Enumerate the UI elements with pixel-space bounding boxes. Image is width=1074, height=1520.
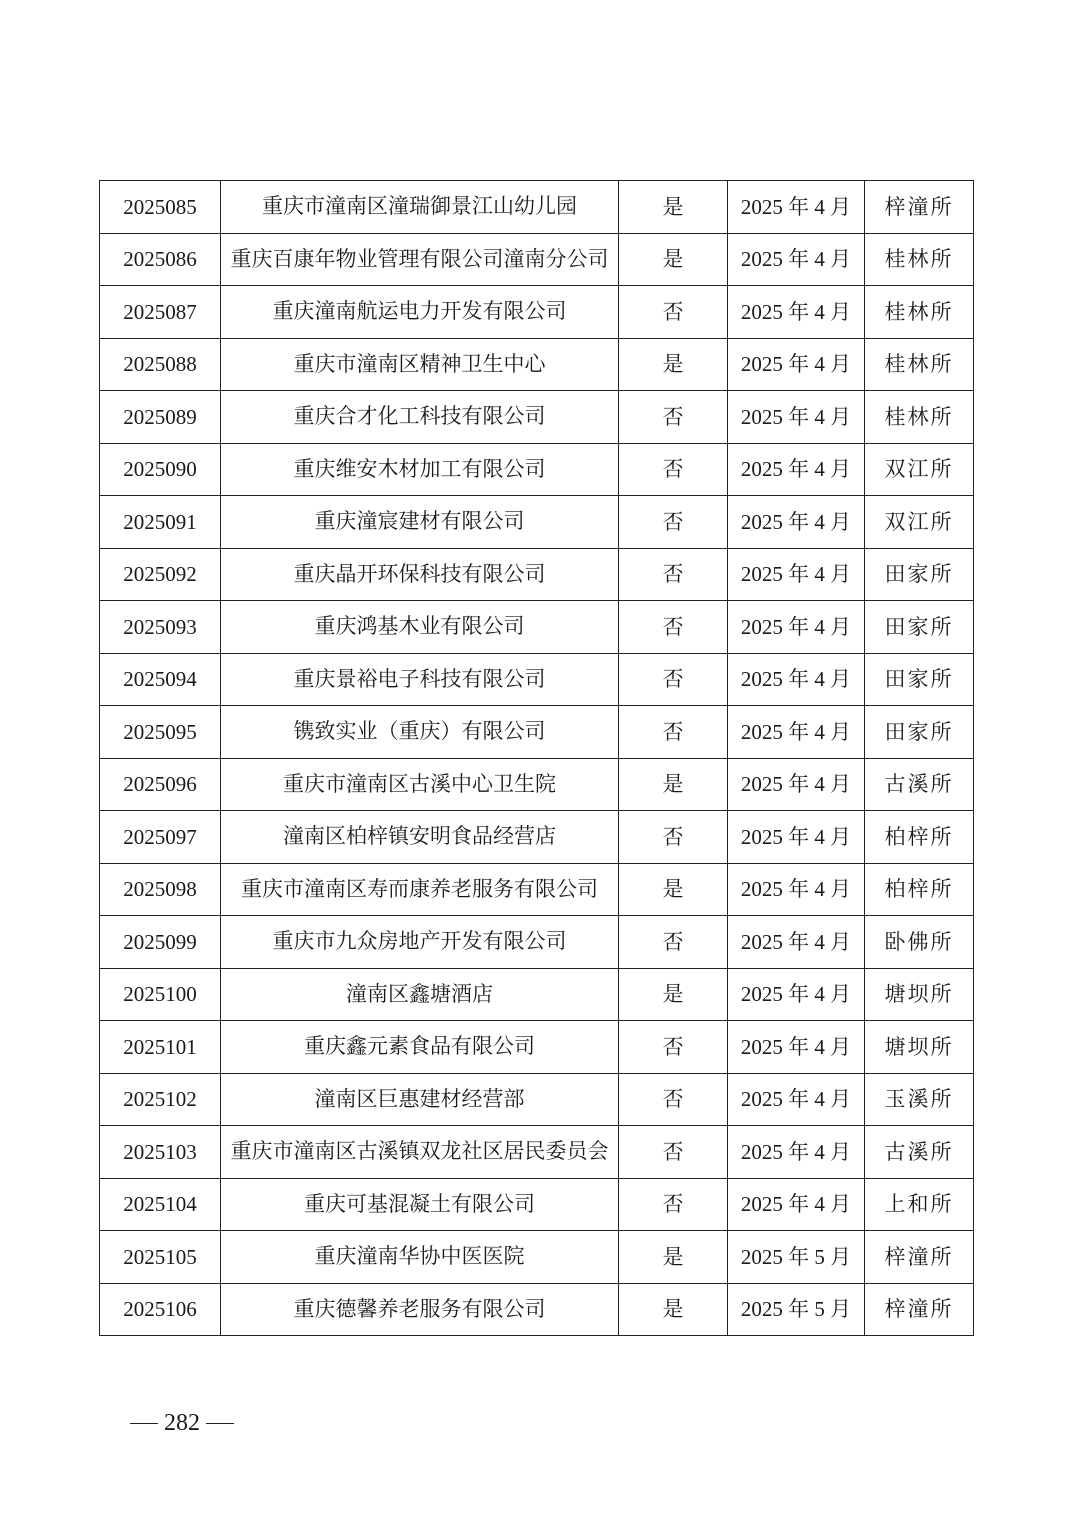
date-cell: 2025 年 4 月 bbox=[728, 338, 865, 391]
unit-cell: 古溪所 bbox=[865, 1126, 974, 1179]
table-row bbox=[100, 968, 974, 1021]
date-cell: 2025 年 4 月 bbox=[728, 548, 865, 601]
record-id-cell: 2025103 bbox=[100, 1126, 221, 1179]
flag-cell: 否 bbox=[619, 496, 728, 549]
table-row bbox=[100, 758, 974, 811]
organization-name-cell: 重庆市潼南区精神卫生中心 bbox=[221, 338, 619, 391]
organization-name-cell: 重庆景裕电子科技有限公司 bbox=[221, 653, 619, 706]
unit-cell: 卧佛所 bbox=[865, 916, 974, 969]
table-row bbox=[100, 863, 974, 916]
date-cell: 2025 年 4 月 bbox=[728, 811, 865, 864]
unit-cell: 塘坝所 bbox=[865, 1021, 974, 1074]
unit-cell: 桂林所 bbox=[865, 286, 974, 339]
date-cell: 2025 年 4 月 bbox=[728, 601, 865, 654]
organization-name-cell: 重庆可基混凝土有限公司 bbox=[221, 1178, 619, 1231]
unit-cell: 桂林所 bbox=[865, 233, 974, 286]
unit-cell: 田家所 bbox=[865, 548, 974, 601]
record-id-cell: 2025090 bbox=[100, 443, 221, 496]
record-id-cell: 2025089 bbox=[100, 391, 221, 444]
record-id-cell: 2025091 bbox=[100, 496, 221, 549]
date-cell: 2025 年 4 月 bbox=[728, 286, 865, 339]
organization-name-cell: 重庆潼南华协中医医院 bbox=[221, 1231, 619, 1284]
record-id-cell: 2025086 bbox=[100, 233, 221, 286]
table-body bbox=[100, 181, 974, 1336]
record-id-cell: 2025092 bbox=[100, 548, 221, 601]
unit-cell: 梓潼所 bbox=[865, 1283, 974, 1336]
record-id-cell: 2025096 bbox=[100, 758, 221, 811]
date-cell: 2025 年 5 月 bbox=[728, 1283, 865, 1336]
table-row bbox=[100, 1073, 974, 1126]
date-cell: 2025 年 4 月 bbox=[728, 916, 865, 969]
table-row bbox=[100, 233, 974, 286]
date-cell: 2025 年 4 月 bbox=[728, 706, 865, 759]
unit-cell: 双江所 bbox=[865, 443, 974, 496]
flag-cell: 否 bbox=[619, 811, 728, 864]
flag-cell: 否 bbox=[619, 1073, 728, 1126]
date-cell: 2025 年 5 月 bbox=[728, 1231, 865, 1284]
unit-cell: 玉溪所 bbox=[865, 1073, 974, 1126]
date-cell: 2025 年 4 月 bbox=[728, 653, 865, 706]
record-id-cell: 2025088 bbox=[100, 338, 221, 391]
organization-name-cell: 重庆晶开环保科技有限公司 bbox=[221, 548, 619, 601]
flag-cell: 否 bbox=[619, 916, 728, 969]
record-id-cell: 2025097 bbox=[100, 811, 221, 864]
organization-name-cell: 重庆百康年物业管理有限公司潼南分公司 bbox=[221, 233, 619, 286]
unit-cell: 梓潼所 bbox=[865, 181, 974, 234]
table-row bbox=[100, 548, 974, 601]
table-row bbox=[100, 1231, 974, 1284]
unit-cell: 古溪所 bbox=[865, 758, 974, 811]
unit-cell: 柏梓所 bbox=[865, 811, 974, 864]
flag-cell: 是 bbox=[619, 758, 728, 811]
table-row bbox=[100, 391, 974, 444]
table-row bbox=[100, 1178, 974, 1231]
record-id-cell: 2025105 bbox=[100, 1231, 221, 1284]
date-cell: 2025 年 4 月 bbox=[728, 1126, 865, 1179]
unit-cell: 上和所 bbox=[865, 1178, 974, 1231]
organization-name-cell: 重庆合才化工科技有限公司 bbox=[221, 391, 619, 444]
flag-cell: 否 bbox=[619, 1021, 728, 1074]
table-row bbox=[100, 706, 974, 759]
organization-name-cell: 重庆潼宸建材有限公司 bbox=[221, 496, 619, 549]
table-row bbox=[100, 811, 974, 864]
unit-cell: 桂林所 bbox=[865, 391, 974, 444]
flag-cell: 否 bbox=[619, 601, 728, 654]
records-table bbox=[99, 180, 974, 1336]
organization-name-cell: 潼南区柏梓镇安明食品经营店 bbox=[221, 811, 619, 864]
record-id-cell: 2025085 bbox=[100, 181, 221, 234]
organization-name-cell: 重庆德馨养老服务有限公司 bbox=[221, 1283, 619, 1336]
flag-cell: 是 bbox=[619, 338, 728, 391]
date-cell: 2025 年 4 月 bbox=[728, 181, 865, 234]
organization-name-cell: 重庆鸿基木业有限公司 bbox=[221, 601, 619, 654]
flag-cell: 否 bbox=[619, 1178, 728, 1231]
record-id-cell: 2025104 bbox=[100, 1178, 221, 1231]
unit-cell: 田家所 bbox=[865, 706, 974, 759]
organization-name-cell: 镌致实业（重庆）有限公司 bbox=[221, 706, 619, 759]
unit-cell: 塘坝所 bbox=[865, 968, 974, 1021]
date-cell: 2025 年 4 月 bbox=[728, 1021, 865, 1074]
flag-cell: 是 bbox=[619, 233, 728, 286]
table-row bbox=[100, 916, 974, 969]
organization-name-cell: 潼南区巨惠建材经营部 bbox=[221, 1073, 619, 1126]
record-id-cell: 2025094 bbox=[100, 653, 221, 706]
table-row bbox=[100, 1126, 974, 1179]
flag-cell: 否 bbox=[619, 1126, 728, 1179]
flag-cell: 否 bbox=[619, 653, 728, 706]
flag-cell: 否 bbox=[619, 443, 728, 496]
organization-name-cell: 重庆维安木材加工有限公司 bbox=[221, 443, 619, 496]
organization-name-cell: 重庆市潼南区寿而康养老服务有限公司 bbox=[221, 863, 619, 916]
record-id-cell: 2025093 bbox=[100, 601, 221, 654]
organization-name-cell: 潼南区鑫塘酒店 bbox=[221, 968, 619, 1021]
date-cell: 2025 年 4 月 bbox=[728, 863, 865, 916]
flag-cell: 是 bbox=[619, 181, 728, 234]
organization-name-cell: 重庆潼南航运电力开发有限公司 bbox=[221, 286, 619, 339]
record-id-cell: 2025099 bbox=[100, 916, 221, 969]
organization-name-cell: 重庆市潼南区潼瑞御景江山幼儿园 bbox=[221, 181, 619, 234]
record-id-cell: 2025095 bbox=[100, 706, 221, 759]
organization-name-cell: 重庆市潼南区古溪中心卫生院 bbox=[221, 758, 619, 811]
record-id-cell: 2025102 bbox=[100, 1073, 221, 1126]
flag-cell: 是 bbox=[619, 1283, 728, 1336]
unit-cell: 桂林所 bbox=[865, 338, 974, 391]
flag-cell: 是 bbox=[619, 863, 728, 916]
page-footer bbox=[130, 1410, 234, 1437]
organization-name-cell: 重庆市九众房地产开发有限公司 bbox=[221, 916, 619, 969]
dash-right bbox=[206, 1423, 234, 1424]
date-cell: 2025 年 4 月 bbox=[728, 758, 865, 811]
record-id-cell: 2025100 bbox=[100, 968, 221, 1021]
record-id-cell: 2025098 bbox=[100, 863, 221, 916]
table-row bbox=[100, 338, 974, 391]
page-number: 282 bbox=[164, 1410, 200, 1436]
record-id-cell: 2025101 bbox=[100, 1021, 221, 1074]
flag-cell: 否 bbox=[619, 706, 728, 759]
date-cell: 2025 年 4 月 bbox=[728, 496, 865, 549]
flag-cell: 否 bbox=[619, 548, 728, 601]
date-cell: 2025 年 4 月 bbox=[728, 233, 865, 286]
table-row bbox=[100, 601, 974, 654]
table-row bbox=[100, 443, 974, 496]
unit-cell: 田家所 bbox=[865, 601, 974, 654]
record-id-cell: 2025087 bbox=[100, 286, 221, 339]
flag-cell: 否 bbox=[619, 286, 728, 339]
table-row bbox=[100, 181, 974, 234]
table-row bbox=[100, 1021, 974, 1074]
date-cell: 2025 年 4 月 bbox=[728, 1073, 865, 1126]
unit-cell: 梓潼所 bbox=[865, 1231, 974, 1284]
record-id-cell: 2025106 bbox=[100, 1283, 221, 1336]
table-row bbox=[100, 1283, 974, 1336]
date-cell: 2025 年 4 月 bbox=[728, 1178, 865, 1231]
table-row bbox=[100, 286, 974, 339]
organization-name-cell: 重庆市潼南区古溪镇双龙社区居民委员会 bbox=[221, 1126, 619, 1179]
unit-cell: 双江所 bbox=[865, 496, 974, 549]
dash-left bbox=[130, 1423, 158, 1424]
date-cell: 2025 年 4 月 bbox=[728, 443, 865, 496]
organization-name-cell: 重庆鑫元素食品有限公司 bbox=[221, 1021, 619, 1074]
flag-cell: 是 bbox=[619, 968, 728, 1021]
date-cell: 2025 年 4 月 bbox=[728, 968, 865, 1021]
flag-cell: 是 bbox=[619, 1231, 728, 1284]
unit-cell: 柏梓所 bbox=[865, 863, 974, 916]
flag-cell: 否 bbox=[619, 391, 728, 444]
table-row bbox=[100, 496, 974, 549]
unit-cell: 田家所 bbox=[865, 653, 974, 706]
date-cell: 2025 年 4 月 bbox=[728, 391, 865, 444]
table-row bbox=[100, 653, 974, 706]
